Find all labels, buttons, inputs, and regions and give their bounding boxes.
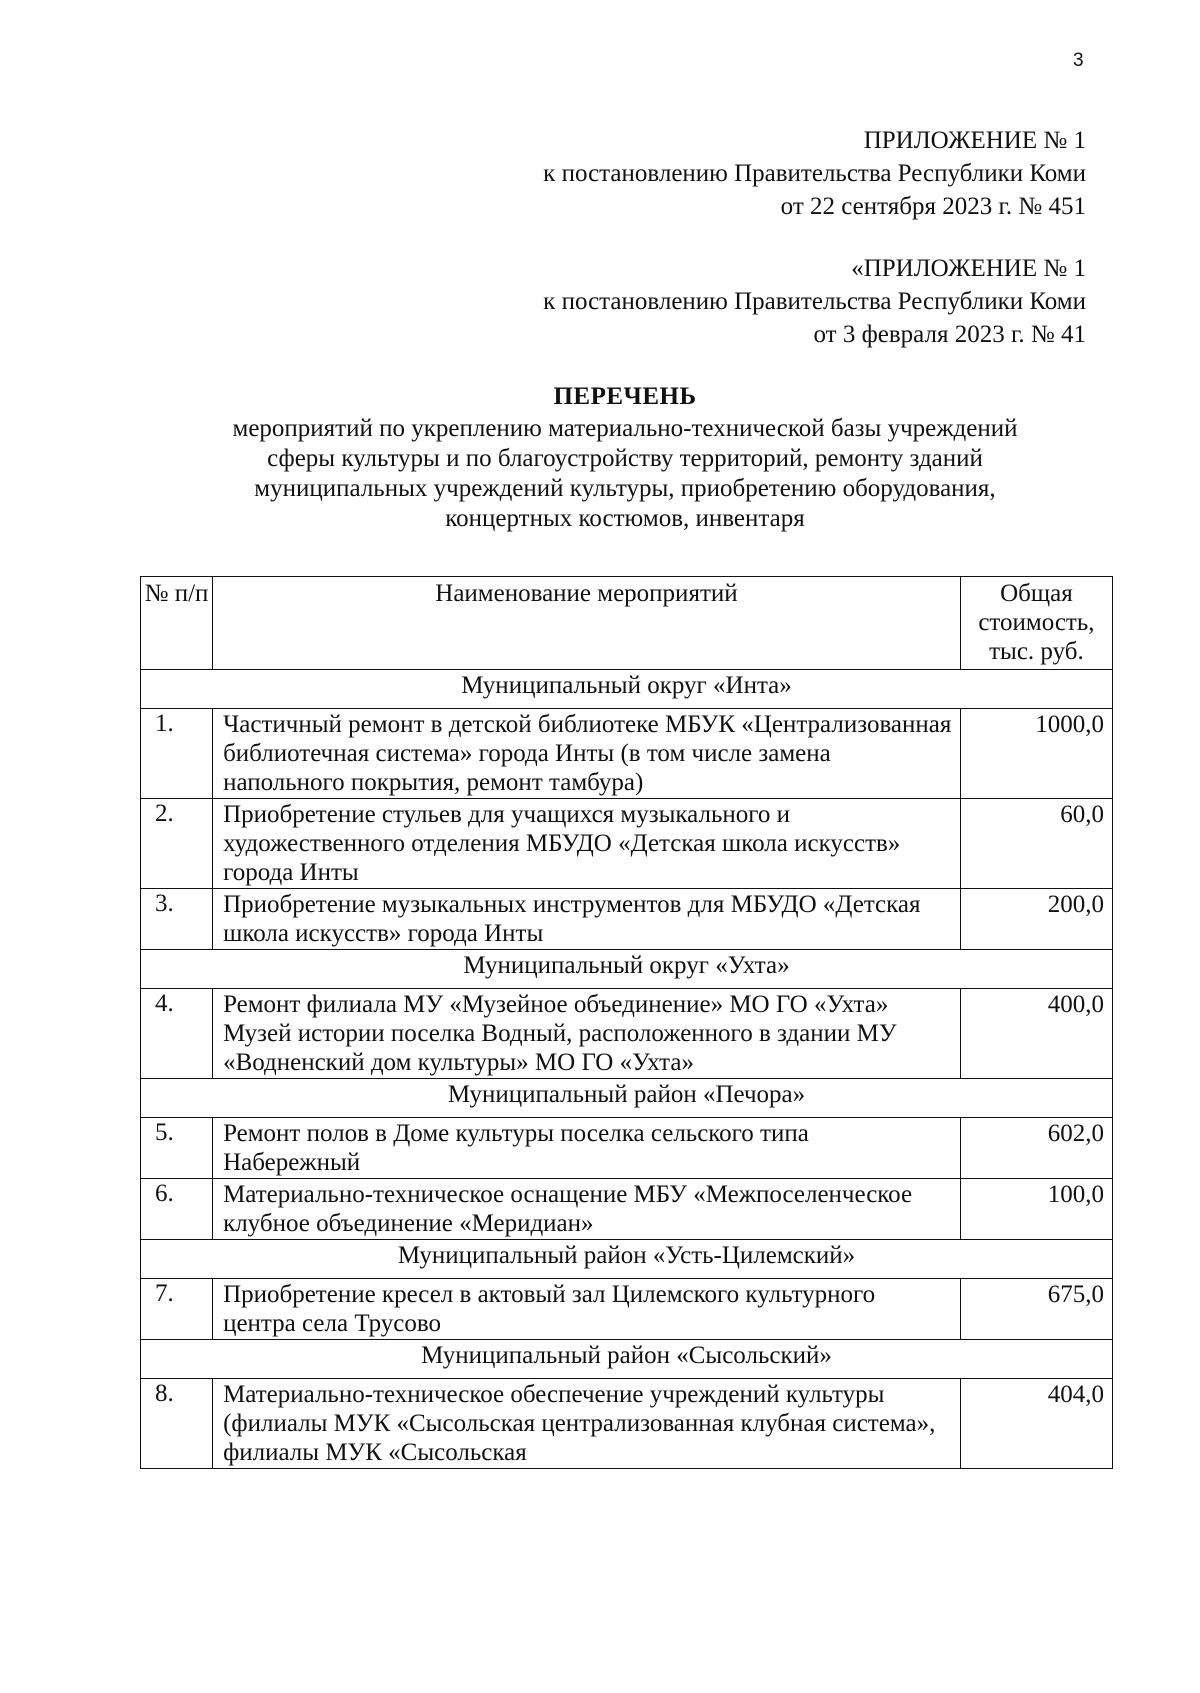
table-row — [141, 709, 1113, 799]
table-row — [141, 989, 1113, 1079]
table-row — [141, 1118, 1113, 1179]
item-name: Приобретение кресел в актовый зал Цилемского культурного центра села Трусово — [213, 1279, 961, 1340]
subtitle-line: мероприятий по укреплению материально-технической базы учреждений — [232, 415, 1018, 442]
table-row — [141, 889, 1113, 950]
group-row — [141, 1240, 1113, 1279]
table-row — [141, 1179, 1113, 1240]
events-table — [140, 576, 1113, 1469]
group-row — [141, 1340, 1113, 1379]
subtitle-line: муниципальных учреждений культуры, приобретению оборудования, — [254, 475, 996, 502]
item-num: 4. — [141, 989, 213, 1079]
item-name: Приобретение стульев для учащихся музыкального и художественного отделения МБУДО «Детская школа искусств» города Инты — [213, 799, 961, 889]
item-name: Частичный ремонт в детской библиотеке МБУК «Централизованная библиотечная система» города Инты (в том числе замена напольного покрытия, ремонт тамбура) — [213, 709, 961, 799]
item-name: Материально-техническое обеспечение учреждений культуры (филиалы МУК «Сысольская централизованная клубная система», филиалы МУК «Сысольская — [213, 1379, 961, 1469]
page-number: 3 — [1073, 50, 1084, 71]
group-name: Муниципальный округ «Инта» — [141, 670, 1113, 709]
item-cost: 602,0 — [960, 1118, 1112, 1179]
subtitle-line: сферы культуры и по благоустройству территорий, ремонту зданий — [267, 445, 983, 472]
item-num: 3. — [141, 889, 213, 950]
header-cost: Общая стоимость, тыс. руб. — [960, 577, 1112, 670]
table-row — [141, 799, 1113, 889]
appendix-current — [543, 124, 1086, 223]
header-name: Наименование мероприятий — [213, 577, 961, 670]
item-name: Ремонт полов в Доме культуры поселка сельского типа Набережный — [213, 1118, 961, 1179]
item-cost: 675,0 — [960, 1279, 1112, 1340]
item-num: 7. — [141, 1279, 213, 1340]
item-num: 5. — [141, 1118, 213, 1179]
item-name: Ремонт филиала МУ «Музейное объединение» МО ГО «Ухта» Музей истории поселка Водный, расположенного в здании МУ «Водненский дом культуры» МО ГО «Ухта» — [213, 989, 961, 1079]
subtitle-line: концертных костюмов, инвентаря — [445, 505, 805, 532]
item-num: 6. — [141, 1179, 213, 1240]
item-cost: 404,0 — [960, 1379, 1112, 1469]
appendix-previous-line3: от 3 февраля 2023 г. № 41 — [813, 321, 1086, 348]
item-cost: 1000,0 — [960, 709, 1112, 799]
group-row — [141, 670, 1113, 709]
item-cost: 100,0 — [960, 1179, 1112, 1240]
item-name: Приобретение музыкальных инструментов для МБУДО «Детская школа искусств» города Инты — [213, 889, 961, 950]
document-subtitle — [0, 414, 1200, 534]
item-cost: 60,0 — [960, 799, 1112, 889]
item-num: 1. — [141, 709, 213, 799]
table-header-row — [141, 577, 1113, 670]
group-row — [141, 950, 1113, 989]
group-name: Муниципальный округ «Ухта» — [141, 950, 1113, 989]
appendix-current-line3: от 22 сентября 2023 г. № 451 — [780, 193, 1086, 220]
group-row — [141, 1079, 1113, 1118]
appendix-previous-title: «ПРИЛОЖЕНИЕ № 1 — [851, 255, 1086, 282]
item-num: 8. — [141, 1379, 213, 1469]
group-name: Муниципальный район «Печора» — [141, 1079, 1113, 1118]
appendix-current-title: ПРИЛОЖЕНИЕ № 1 — [863, 127, 1086, 154]
appendix-previous-line2: к постановлению Правительства Республики Коми — [543, 288, 1086, 315]
appendix-current-line2: к постановлению Правительства Республики Коми — [543, 160, 1086, 187]
table-row — [141, 1379, 1113, 1469]
item-name: Материально-техническое оснащение МБУ «Межпоселенческое клубное объединение «Меридиан» — [213, 1179, 961, 1240]
group-name: Муниципальный район «Сысольский» — [141, 1340, 1113, 1379]
group-name: Муниципальный район «Усть-Цилемский» — [141, 1240, 1113, 1279]
table-row — [141, 1279, 1113, 1340]
appendix-previous — [543, 252, 1086, 351]
item-cost: 200,0 — [960, 889, 1112, 950]
item-cost: 400,0 — [960, 989, 1112, 1079]
header-num: № п/п — [141, 577, 213, 670]
item-num: 2. — [141, 799, 213, 889]
document-title: ПЕРЕЧЕНЬ — [553, 383, 697, 410]
